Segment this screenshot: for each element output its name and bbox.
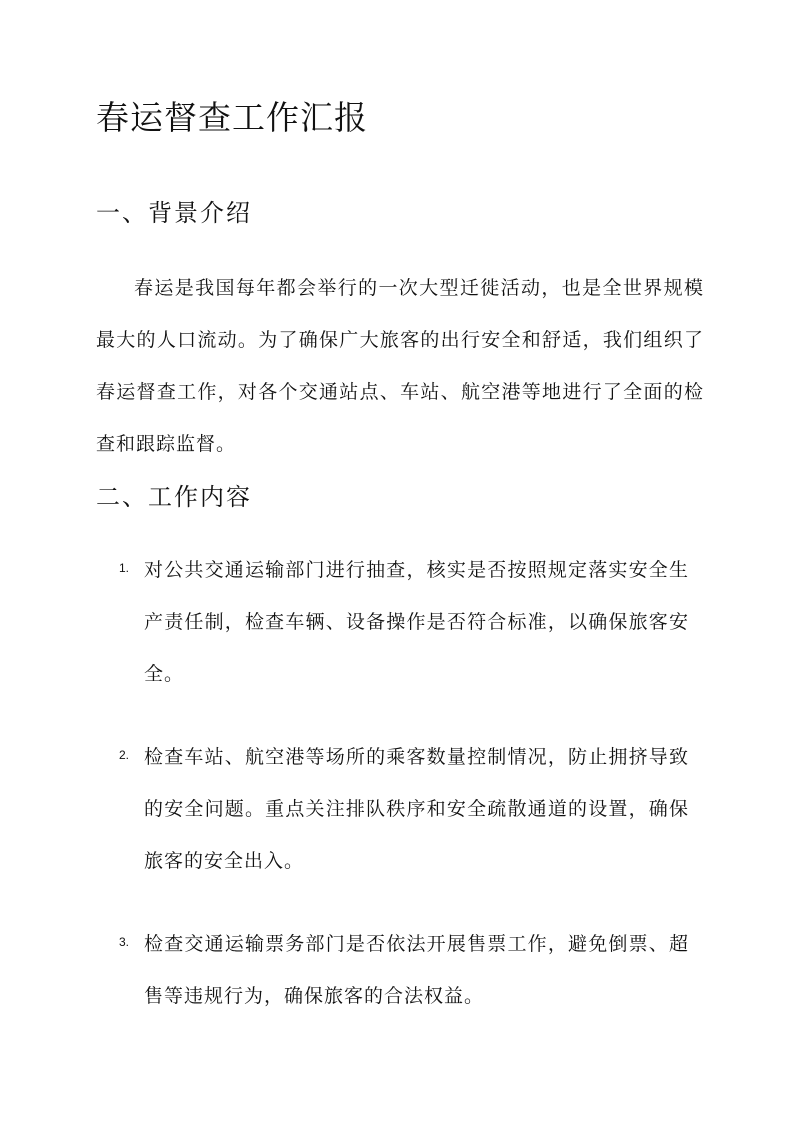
work-content-list	[96, 544, 704, 1053]
list-item-text: 检查交通运输票务部门是否依法开展售票工作，避免倒票、超售等违规行为，确保旅客的合法权益。	[144, 933, 689, 1007]
list-item-number: 2.	[119, 748, 130, 762]
list-item-number: 3.	[119, 935, 130, 949]
document-title: 春运督查工作汇报	[96, 98, 368, 137]
list-item-text: 检查车站、航空港等场所的乘客数量控制情况，防止拥挤导致的安全问题。重点关注排队秩序和安全疏散通道的设置，确保旅客的安全出入。	[144, 746, 689, 872]
section-heading-work-content: 二、工作内容	[96, 483, 252, 511]
list-item-text: 对公共交通运输部门进行抽查，核实是否按照规定落实安全生产责任制，检查车辆、设备操作是否符合标准，以确保旅客安全。	[144, 559, 689, 685]
list-item-number: 1.	[119, 561, 130, 575]
background-paragraph: 春运是我国每年都会举行的一次大型迁徙活动，也是全世界规模最大的人口流动。为了确保广大旅客的出行安全和舒适，我们组织了春运督查工作，对各个交通站点、车站、航空港等地进行了全面的检查和跟踪监督。	[96, 277, 704, 455]
list-item	[96, 544, 704, 700]
list-item	[96, 918, 704, 1022]
section-heading-background: 一、背景介绍	[96, 199, 252, 227]
list-item	[96, 731, 704, 887]
